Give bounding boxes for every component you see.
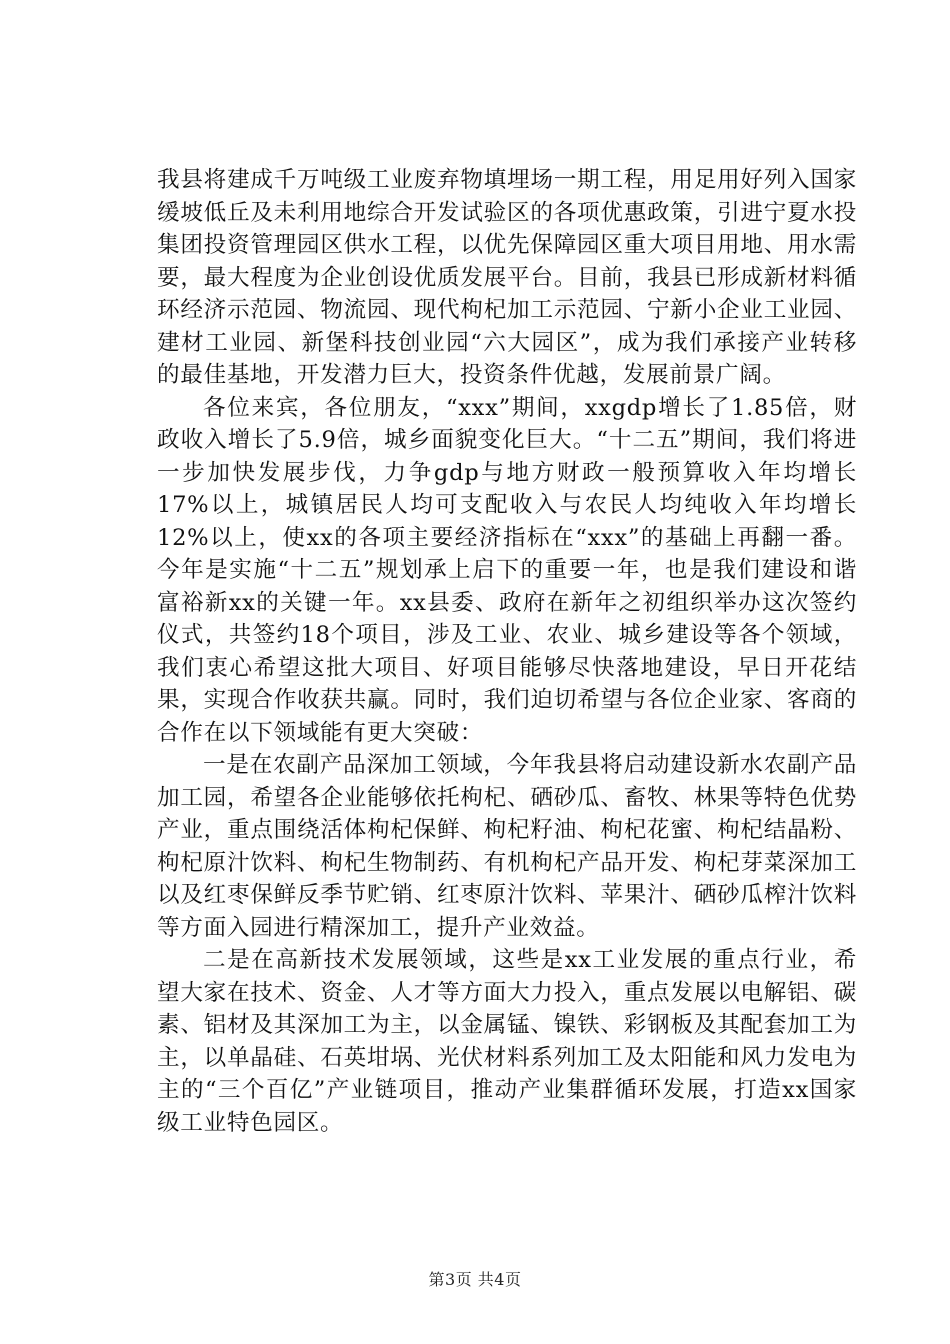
paragraph-economic-growth: 各位来宾，各位朋友，“xxx”期间，xxgdp增长了1.85倍，财政收入增长了5.9倍，城乡面貌变化巨大。“十二五”期间，我们将进一步加快发展步伐，力争gdp与地方财政一般预算收入年均增长17%以上，城镇居民人均可支配收入与农民人均纯收入年均增长12%以上，使xx的各项主要经济指标在“xxx”的基础上再翻一番。今年是实施“十二五”规划承上启下的重要一年，也是我们建设和谐富裕新xx的关键一年。xx县委、政府在新年之初组织举办这次签约仪式，共签约18个项目，涉及工业、农业、城乡建设等各个领域，我们衷心希望这批大项目、好项目能够尽快落地建设，早日开花结果，实现合作收获共赢。同时，我们迫切希望与各位企业家、客商的合作在以下领域能有更大突破： [157,394,857,746]
paragraph-agricultural-processing: 一是在农副产品深加工领域，今年我县将启动建设新水农副产品加工园，希望各企业能够依托枸杞、硒砂瓜、畜牧、林果等特色优势产业，重点围绕活体枸杞保鲜、枸杞籽油、枸杞花蜜、枸杞结晶粉、枸杞原汁饮料、枸杞生物制药、有机枸杞产品开发、枸杞芽菜深加工以及红枣保鲜反季节贮销、红枣原汁饮料、苹果汁、硒砂瓜榨汁饮料等方面入园进行精深加工，提升产业效益。 [157,752,857,941]
paragraph-park-development: 我县将建成千万吨级工业废弃物填埋场一期工程，用足用好列入国家缓坡低丘及未利用地综合开发试验区的各项优惠政策，引进宁夏水投集团投资管理园区供水工程，以优先保障园区重大项目用地、用水需要，最大程度为企业创设优质发展平台。目前，我县已形成新材料循环经济示范园、物流园、现代枸杞加工示范园、宁新小企业工业园、建材工业园、新堡科技创业园“六大园区”，成为我们承接产业转移的最佳基地，开发潜力巨大，投资条件优越，发展前景广阔。 [157,167,857,388]
page-number-footer: 第3页 共4页 [428,1270,522,1289]
document-body [157,164,857,1139]
paragraph-high-tech: 二是在高新技术发展领域，这些是xx工业发展的重点行业，希望大家在技术、资金、人才等方面大力投入，重点发展以电解铝、碳素、铝材及其深加工为主，以金属锰、镍铁、彩钢板及其配套加工为主，以单晶硅、石英坩埚、光伏材料系列加工及太阳能和风力发电为主的“三个百亿”产业链项目，推动产业集群循环发展，打造xx国家级工业特色园区。 [157,947,857,1136]
